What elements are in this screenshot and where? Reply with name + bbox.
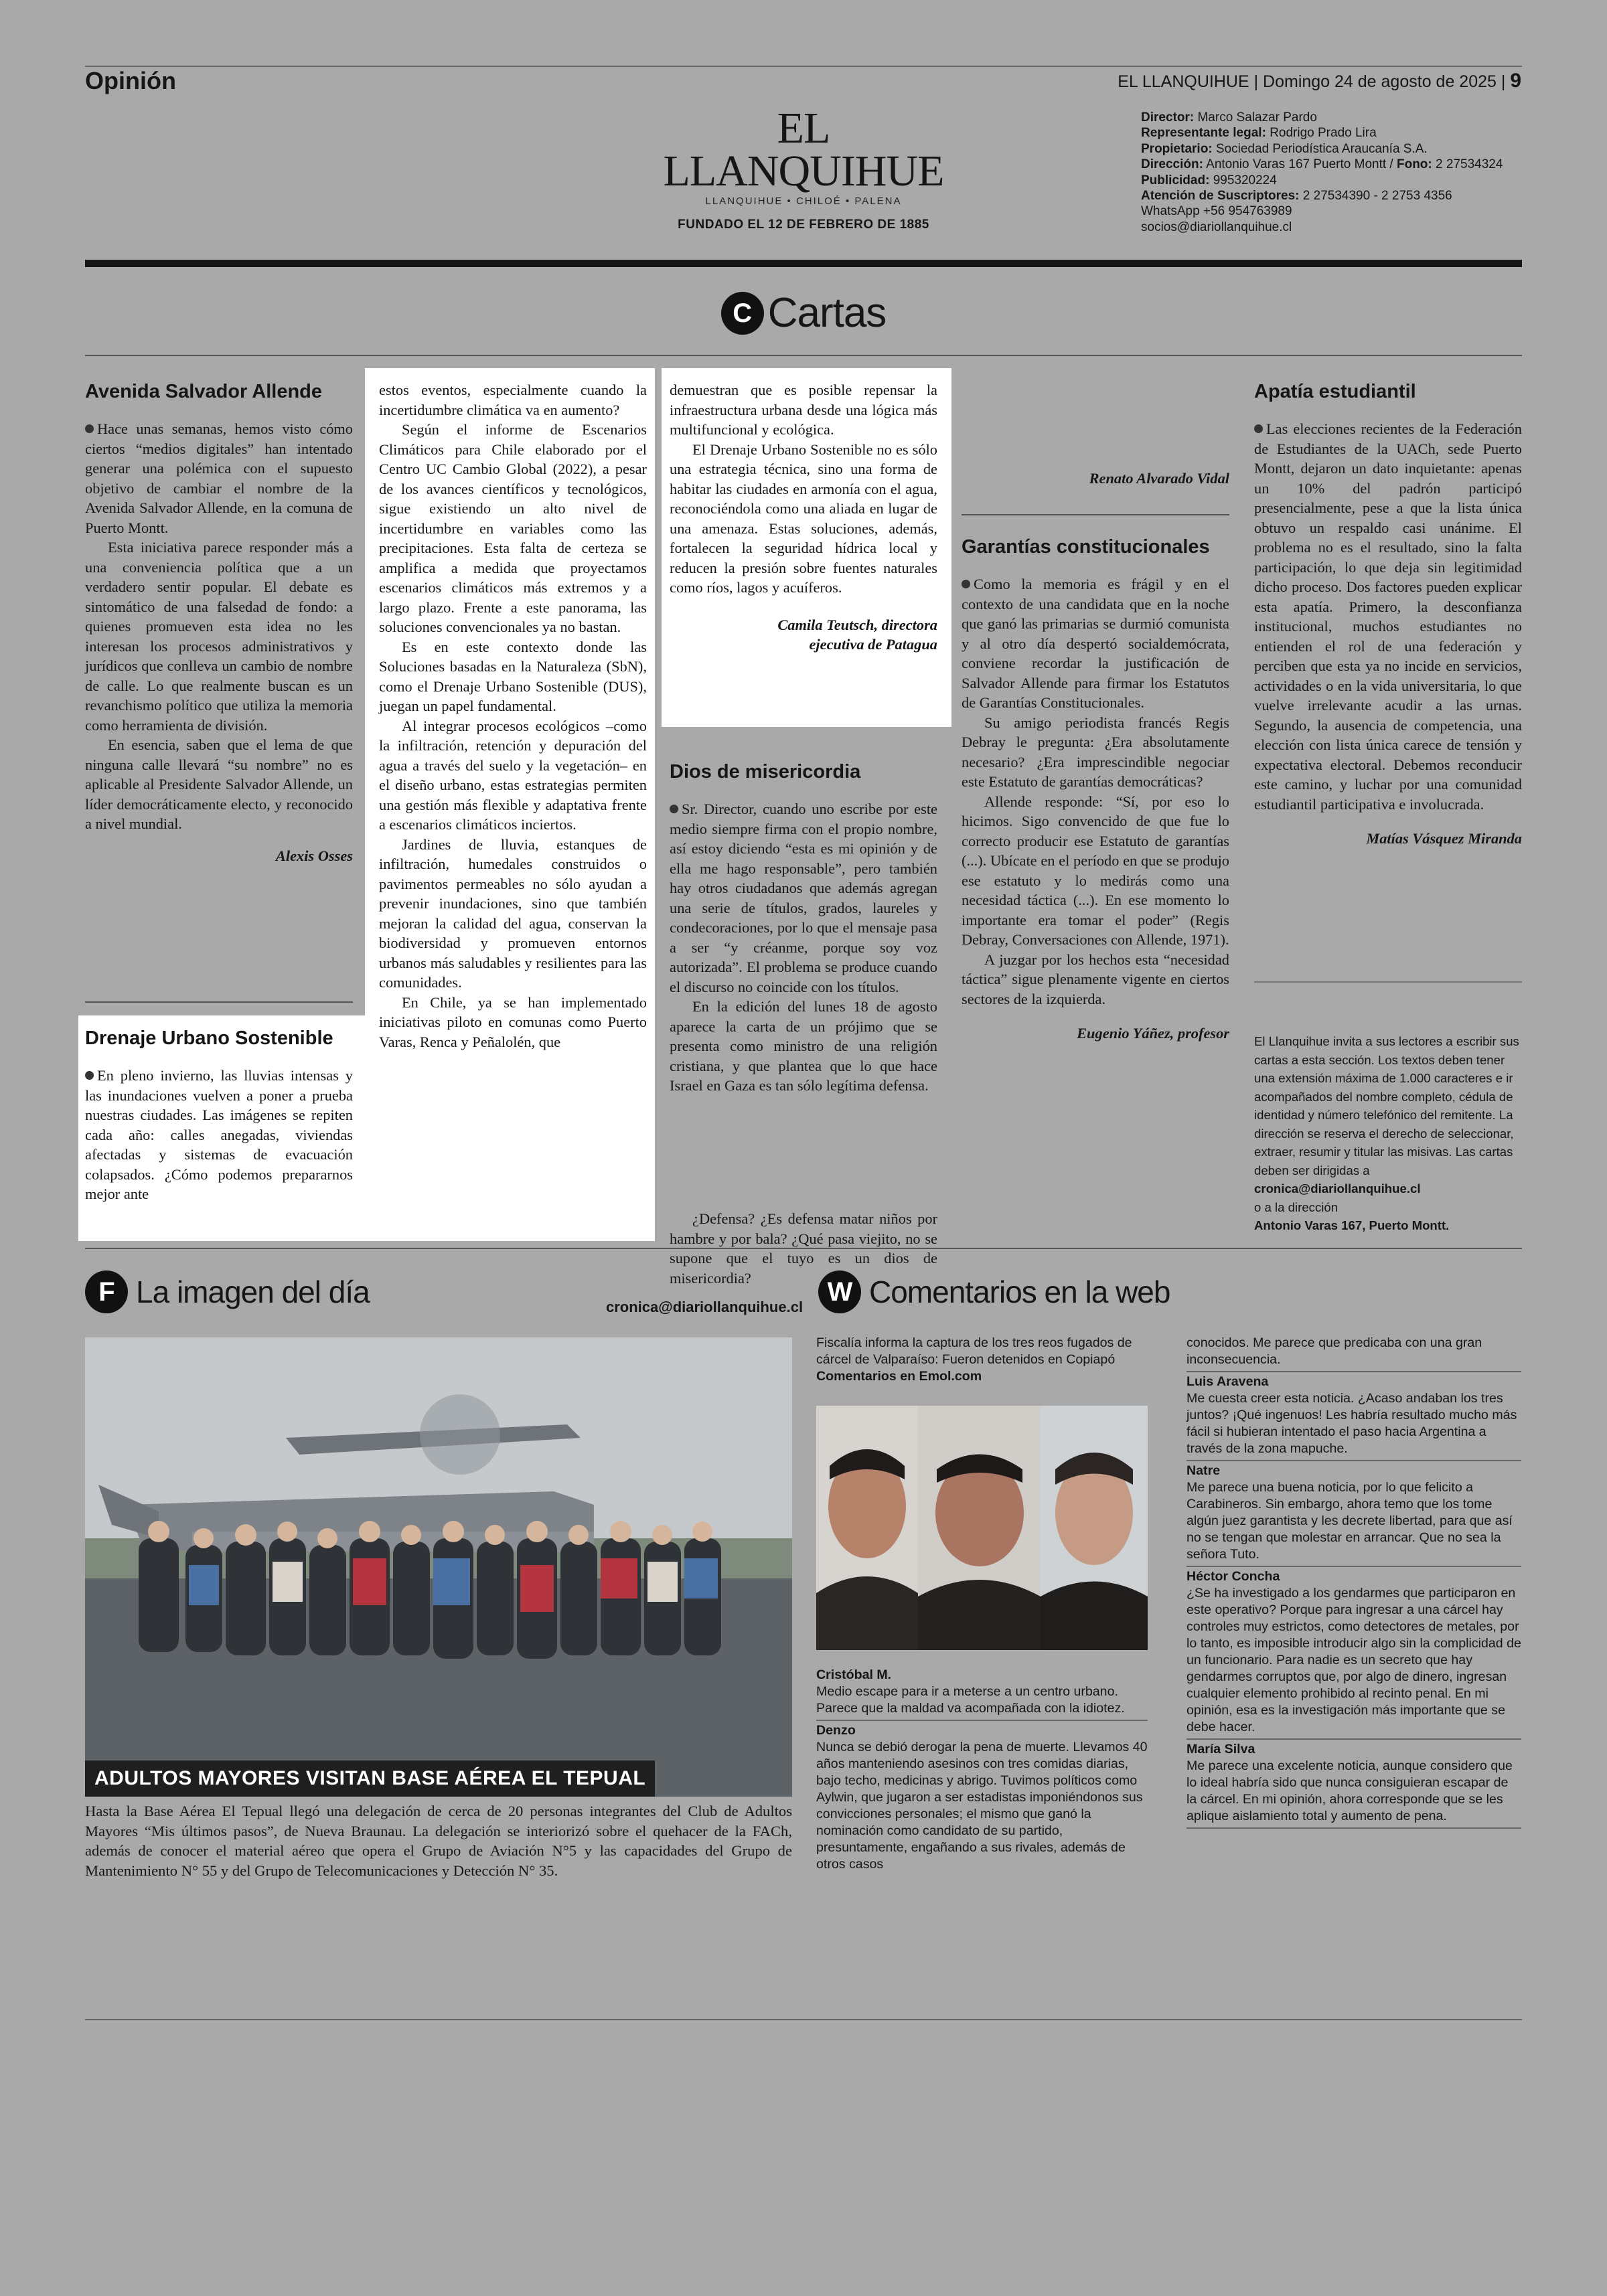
staff-ads-label: Publicidad: [1141,173,1210,187]
comment-item [1187,1738,1521,1825]
dateline-sep2: | [1496,72,1511,91]
imagen-title: La imagen del día [136,1275,370,1309]
letter-paragraph [85,1066,353,1204]
letter-title: Drenaje Urbano Sostenible [85,1028,333,1049]
divider [962,514,1229,515]
staff-director [1141,110,1536,125]
comment-author: Cristóbal M. [816,1667,892,1682]
comment-continued: conocidos. Me parece que predicaba con una gran inconsecuencia. [1187,1335,1482,1367]
letter-garantias [962,536,1229,1044]
staff-owner-value: Sociedad Periodística Araucanía S.A. [1215,141,1428,156]
comment-text: Medio escape para ir a meterse a un centro urbano. Parece que la maldad va acompañada con la idiotez. [816,1684,1125,1716]
photo-caption: Hasta la Base Aérea El Tepual llegó una delegación de cerca de 20 personas integrantes del Club de Adultos Mayores “Mis últimos pasos”, de Nueva Braunau. La delegación se interiorizó sobre el quehacer de la FACh, además de conocer el material aéreo que opera el Grupo de Aviación N°5 y las capacidades del Grupo de Mantenimiento N° 55 y del Grupo de Telecomunicaciones y Detección N° 35. [85,1803,792,1879]
letter-paragraph: En Chile, ya se han implementado iniciativas piloto en comunas como Puerto Varas, Renca y Peñalolén, que [379,993,647,1050]
letter-misericordia-col4 [962,380,1229,427]
letter-paragraph: Allende responde: “Sí, por eso lo hicimos. Sigo convencido de que fue lo correcto producir ese Estatuto de garantías (...). Ubícate en el período en que se produjo ese estatuto y lo medirás como una necesidad táctica (...). En ese momento lo importante era tomar el poder” (Regis Debray, Conversaciones con Allende, 1971). [962,793,1229,948]
letter-paragraph: En esencia, saben que el lema de que ninguna calle llevará “su nombre” no es aplicable al Presidente Salvador Allende, un líder democráticamente electo, y reconocido a nivel mundial. [85,736,353,832]
staff-director-label: Director: [1141,110,1195,125]
letter-signature [670,615,937,655]
comentarios-right-list [1187,1335,1521,1830]
letter-drenaje-start [85,1027,353,1204]
comentarios-left [816,1335,1148,1385]
masthead-name: EL LLANQUIHUE [663,104,944,195]
staff-ads-value: 995320224 [1213,173,1277,187]
letter-salvador-allende [85,380,353,866]
invitation-address-intro: o a la dirección [1254,1200,1338,1214]
letter-paragraph: El Drenaje Urbano Sostenible no es sólo una estrategia técnica, sino una forma de habitar las ciudades en armonía con el agua, reconociéndola como una aliada en lugar de una amenaza. Estas soluciones, además, fortalecen la seguridad hídrica local y reducen la presión sobre fuentes naturales como ríos, lagos y acuíferos. [670,440,937,596]
invitation-note [1254,1032,1522,1235]
letter-title: Avenida Salvador Allende [85,381,323,402]
letter-paragraph: Es en este contexto donde las Soluciones basadas en la Naturaleza (SbN), como el Drenaje Urbano Sostenible (DUS), juegan un papel fundamental. [379,638,647,714]
letter-paragraph: Esta iniciativa parece responder más a una conveniencia política que a un verdadero sentir popular. El debate es sintomático de una falsedad de fondo: a quienes promueven esta idea no les interesan los procesos administrativos y jurídicos que conlleva un cambio de nombre de calle. Lo que realmente buscan es un revanchismo político que utiliza la memoria como herramienta de división. [85,539,353,734]
staff-subs-label: Atención de Suscriptores: [1141,189,1300,203]
day-photo [85,1337,792,1797]
comment-item [1187,1460,1521,1563]
mugshot-3-illustration [1041,1406,1148,1650]
staff-subs-value: 2 27534390 - 2 2753 4356 [1302,189,1452,203]
staff-email: socios@diariollanquihue.cl [1141,220,1292,234]
comment-text: Me parece una excelente noticia, aunque considero que lo ideal habría sido que nunca consiguieran escapar de la cárcel. En mi opinión, ahora corresponde que se les aplique aislamiento total y aumento de pena. [1187,1758,1513,1823]
staff-rep [1141,125,1536,141]
staff-rep-value: Rodrigo Prado Lira [1270,126,1377,141]
staff-phone-value: 2 27534324 [1436,157,1503,172]
comment-item [1187,1371,1521,1457]
letter-paragraph: Jardines de lluvia, estanques de infiltración, humedales construidos o pavimentos permeables no sólo ayudan a prevenir inundaciones, sino que también mejoran la calidad del agua, conservan la biodiversidad y promueven entornos urbanos más saludables y resilientes para las comunidades. [379,835,647,991]
letter-paragraph: En la edición del lunes 18 de agosto aparece la carta de un prójimo que se presenta como ministro de una religión cristiana, y que plantea que lo que hace Israel en Gaza es tan sólo legítima defensa. [670,998,937,1094]
comment-author: Natre [1187,1463,1221,1478]
dateline-date: Domingo 24 de agosto de 2025 [1263,72,1497,91]
staff-address-value: Antonio Varas 167 Puerto Montt / [1206,157,1393,172]
staff-owner [1141,141,1536,157]
letter-title: Garantías constitucionales [962,536,1210,558]
section-label: Opinión [85,67,176,94]
comentarios-w-icon: W [818,1270,861,1313]
comment-item [816,1720,1148,1873]
letter-title: Apatía estudiantil [1254,381,1416,402]
photo-banner: ADULTOS MAYORES VISITAN BASE AÉREA EL TEPUAL [85,1760,655,1797]
letter-text: En pleno invierno, las lluvias intensas y las inundaciones vuelven a poner a prueba nuestras ciudades. Las imágenes se repiten cada año: calles anegadas, viviendas afectadas y sistemas de evacuación colapsados. ¿Cómo podemos prepararnos mejor ante [85,1067,353,1202]
comentarios-left-list [816,1667,1148,1873]
comment-text: ¿Se ha investigado a los gendarmes que participaron en este operativo? Porque para ingresar a una cárcel hay controles muy estrictos, como detectores de metales, por lo tanto, es imposible introducir algo sin la complicidad de un funcionario. Para nadie es un secreto que hay gendarmes corruptos que, por algo de dinero, ingresan cualquier elemento prohibido al recinto penal. En mi opinión, esa es la investigación más importante que se debe hacer. [1187,1586,1521,1734]
comment-item [1187,1566,1521,1736]
letter-paragraph: ¿Defensa? ¿Es defensa matar niños por hambre y por bala? ¿Qué pasa viejito, no se supone que el tuyo es un dios de misericordia? [670,1210,937,1287]
staff-rep-label: Representante legal: [1141,126,1266,141]
news-headline: Fiscalía informa la captura de los tres reos fugados de cárcel de Valparaíso: Fueron detenidos en Copiapó [816,1335,1132,1367]
staff-subs [1141,188,1536,203]
letter-text: Como la memoria es frágil y en el contexto de una candidata que en la noche que ganó las primarias se durmió comunista y al otro día despertó socialdemócrata, conviene recordar la justificación de Salvador Allende para firmar los Estatutos de Garantías Constitucionales. [962,576,1229,711]
cartas-c-icon: C [721,292,764,335]
bullet-icon [670,805,678,813]
letter-paragraph [1254,419,1522,814]
dateline-sep: | [1249,72,1264,91]
comentarios-header [818,1270,1170,1313]
news-source[interactable]: Comentarios en Emol.com [816,1369,982,1384]
bullet-icon [962,580,970,588]
cartas-title: Cartas [767,290,887,336]
comment-item [816,1667,1148,1717]
mugshot-3 [1041,1406,1148,1650]
letter-paragraph: Al integrar procesos ecológicos –como la infiltración, retención y depuración del agua a través del suelo y la vegetación– en el diseño urbano, estas estrategias permiten una gestión más flexible y adaptativa frente a escenarios climáticos inciertos. [379,717,647,833]
mugshot-2-illustration [918,1406,1041,1650]
letter-misericordia [670,760,937,1096]
staff-address [1141,157,1536,172]
bullet-icon [1254,424,1263,433]
letter-signature: Matías Vásquez Miranda [1366,830,1522,847]
staff-address-label: Dirección: [1141,157,1203,172]
staff-phone-label: Fono: [1396,157,1432,172]
letter-drenaje-col3 [670,380,937,655]
staff-director-value: Marco Salazar Pardo [1197,110,1317,125]
imagen-header [85,1270,370,1313]
masthead [656,104,951,232]
letter-title: Dios de misericordia [670,761,861,783]
comentarios-title: Comentarios en la web [869,1275,1170,1309]
divider [85,1001,353,1003]
bullet-icon [85,424,94,433]
staff-owner-label: Propietario: [1141,141,1213,156]
page-number: 9 [1510,70,1521,92]
letter-paragraph [85,419,353,538]
letter-text: Hace unas semanas, hemos visto cómo ciertos “medios digitales” han intentado generar una polémica con el supuesto objetivo de cambiar el nombre de la Avenida Salvador Allende, en la comuna de Puerto Montt. [85,420,353,536]
comment-author: María Silva [1187,1742,1255,1756]
letter-misericordia-signature [962,469,1229,489]
mugshot-2 [918,1406,1041,1650]
letter-misericordia-end [670,1209,937,1287]
mugshot-1-illustration [816,1406,918,1650]
comment-author: Luis Aravena [1187,1374,1269,1389]
letter-signature: Eugenio Yáñez, profesor [1077,1025,1229,1042]
letter-paragraph: Su amigo periodista francés Regis Debray le pregunta: ¿Era absolutamente necesario? ¿Era imprescindible negociar este Estatuto de garantías democráticas? [962,714,1229,790]
imagen-f-icon: F [85,1270,128,1313]
letter-paragraph [962,574,1229,713]
signature-line2: ejecutiva de Patagua [809,636,937,653]
comment-author: Denzo [816,1723,856,1738]
letter-paragraph: estos eventos, especialmente cuando la incertidumbre climática va en aumento? [379,382,647,418]
masthead-founded: FUNDADO EL 12 DE FEBRERO DE 1885 [678,218,929,232]
staff-whatsapp: WhatsApp +56 954763989 [1141,204,1292,219]
imagen-email[interactable]: cronica@diariollanquihue.cl [606,1299,804,1315]
letter-paragraph: demuestran que es posible repensar la infraestructura urbana desde una lógica más multifuncional y ecológica. [670,382,937,438]
photo-illustration [85,1337,792,1797]
cartas-header [0,289,1607,337]
signature-line1: Camila Teutsch, directora [777,616,937,633]
invitation-email[interactable]: cronica@diariollanquihue.cl [1254,1181,1421,1196]
divider [1254,981,1522,983]
letter-apatia [1254,380,1522,849]
letter-drenaje-col2 [379,380,647,1052]
comment-text: Nunca se debió derogar la pena de muerte. Llevamos 40 años manteniendo asesinos con tres comidas diarias, bajo techo, medicinas y abrigo. Tuvimos políticos como Aylwin, que jugaron a ser estadistas imponiéndonos sus convicciones personales; el mismo que ganó la nominación como candidato de su partido, presuntamente, engañando a sus rivales, además de otros casos [816,1740,1148,1872]
staff-box [1141,110,1536,235]
letter-paragraph [670,799,937,997]
letter-signature: Renato Alvarado Vidal [1089,470,1229,487]
letter-text: Las elecciones recientes de la Federación de Estudiantes de la UACh, sede Puerto Montt, dejaron un dato inquietante: apenas un 10% del padrón participó presencialmente, pese a que la lista única obtuvo un respaldo casi unánime. El problema no es el resultado, sino la falta participación, lo que deja sin legitimidad dicho proceso. Dos factores pueden explicar esta apatía. Primero, la desconfianza institucional, muchos estudiantes no entienden el rol de una federación y perciben que esta ya no incide en servicios, actividades o en la vida universitaria, lo que vuelve irrelevante acudir a las urnas. Segundo, la ausencia de competencia, una elección con lista única carece de tensión y expectativa electoral. Debemos reconducir este camino, y luchar por una comunidad estudiantil participativa e involucrada. [1254,420,1522,813]
letter-paragraph: Según el informe de Escenarios Climáticos para Chile elaborado por el Centro UC Cambio Global (2022), a pesar de los avances científicos y tecnológicos, sigue existiendo un alto nivel de incertidumbre en variables como las precipitaciones. Esta falta de certeza se amplifica a medida que proyectamos escenarios climáticos más extremos y a largo plazo. Frente a este panorama, las soluciones convencionales ya no bastan. [379,421,647,635]
staff-ads [1141,173,1536,188]
letter-signature: Alexis Osses [275,847,353,864]
comment-text: Me cuesta creer esta noticia. ¿Acaso andaban los tres juntos? ¡Qué ingenuos! Les habría resultado mucho más fácil si hubieran intentado el paso hacia Argentina a través de la zona mapuche. [1187,1391,1517,1456]
dateline-paper: EL LLANQUIHUE [1118,72,1249,91]
mugshot-1 [816,1406,918,1650]
letter-text: Sr. Director, cuando uno escribe por este medio siempre firma con el propio nombre, así estoy diciendo “esta es mi opinión y de ella me hago responsable”, pero también hay otros ciudadanos que además agregan una serie de títulos, grados, laureles y condecoraciones, por lo que el mensaje pasa a ser “y créanme, porque soy voz autorizada”. El problema se produce cuando el discurso no coincide con los títulos. [670,801,937,995]
comment-author: Héctor Concha [1187,1569,1280,1584]
header-dateline [1118,70,1521,92]
bullet-icon [85,1071,94,1080]
comment-text: Me parece una buena noticia, por lo que felicito a Carabineros. Sin embargo, ahora temo que los tome algún juez garantista y les decrete libertad, para que así no se tengan que molestar en arrancar. Que no sea la señora Tuto. [1187,1480,1513,1562]
comment-end-rule [1187,1827,1521,1830]
invitation-text: El Llanquihue invita a sus lectores a escribir sus cartas a esta sección. Los textos deben tener una extensión máxima de 1.000 caracteres e ir acompañados del nombre completo, cédula de identidad y número telefónico del remitente. La dirección se reserva el derecho de seleccionar, extraer, resumir y titular las misivas. Las cartas deben ser dirigidas a [1254,1034,1519,1177]
letter-paragraph: A juzgar por los hechos esta “necesidad táctica” sigue plenamente vigente en ciertos sectores de la izquierda. [962,951,1229,1007]
invitation-address: Antonio Varas 167, Puerto Montt. [1254,1218,1450,1232]
masthead-sub: LLANQUIHUE • CHILOÉ • PALENA [705,195,902,207]
